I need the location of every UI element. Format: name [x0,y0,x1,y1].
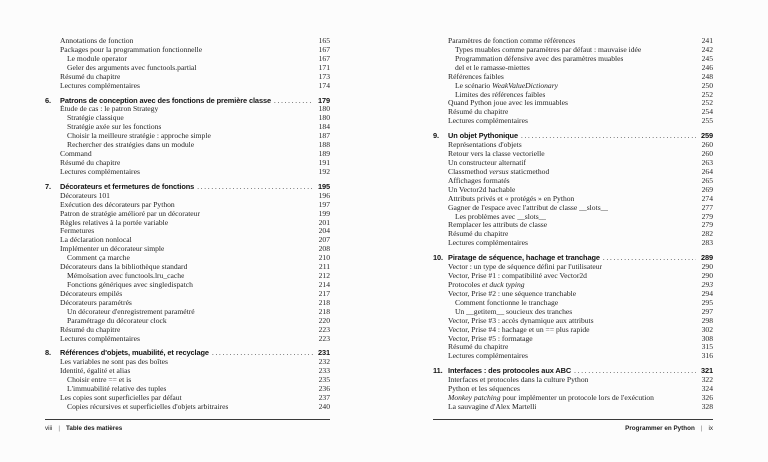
toc-entry-row [45,150,330,159]
entry-title: Identité, égalité et alias [60,367,131,376]
entry-title: Fermetures [60,227,95,236]
chapter-page-number: 179 [317,95,330,105]
entry-page-number: 279 [701,211,713,221]
entry-page-number: 220 [318,315,330,325]
entry-title [433,82,558,91]
entry-page-number: 294 [701,288,713,298]
entry-page-number: 263 [701,157,713,167]
entry-page-number: 265 [701,175,713,185]
entry-page-number: 188 [318,140,330,150]
entry-page-number: 246 [701,62,713,72]
entry-title: Décorateurs empilés [60,289,123,298]
chapter-number: 10. [433,253,443,263]
toc-entry-row [433,99,713,108]
entry-page-number: 315 [701,342,713,352]
toc-entry-row [45,210,330,219]
entry-title: Lectures complémentaires [60,167,140,176]
entry-page-number: 254 [701,107,713,117]
toc-entry-row [433,159,713,168]
title-segment: staticmethod [508,167,550,176]
entry-title: Résumé du chapitre [60,325,121,334]
entry-title: del et le ramasse-miettes [455,63,530,72]
entry-page-number: 302 [701,324,713,334]
toc-list-right [433,37,713,412]
entry-title: Représentations d'objets [448,141,522,150]
toc-entry-row [433,186,713,195]
entry-page-number: 252 [701,89,713,99]
toc-entry-row [433,263,713,272]
toc-entry-row [45,192,330,201]
entry-title: Résumé du chapitre [448,230,509,239]
toc-chapter-row [433,367,713,376]
toc-entry-row [433,73,713,82]
entry-page-number: 252 [701,98,713,108]
toc-entry-row [433,150,713,159]
chapter-title: Piratage de séquence, hachage et tranchage [448,253,600,263]
toc-entry-row [433,213,713,222]
toc-entry-row [433,177,713,186]
title-segment: Protocoles [448,280,482,289]
entry-page-number: 214 [318,279,330,289]
entry-page-number: 237 [318,393,330,403]
entry-title: Patron de stratégie amélioré par un décorateur [60,209,200,218]
toc-entry-row [45,326,330,335]
left-page [45,37,330,412]
entry-title: Décorateurs dans la bibliothèque standard [60,263,188,272]
entry-page-number: 269 [701,184,713,194]
toc-entry-row [45,141,330,150]
dot-leader [274,97,313,106]
toc-entry-row [433,204,713,213]
entry-page-number: 308 [701,333,713,343]
toc-entry-row [45,82,330,91]
entry-title: Command [60,150,92,159]
toc-entry-row [433,117,713,126]
chapter-page-number: 259 [700,131,713,141]
toc-entry-row [433,221,713,230]
entry-title: Lectures complémentaires [60,81,140,90]
entry-title: Un constructeur alternatif [448,158,527,167]
entry-title: Lectures complémentaires [448,117,528,126]
title-segment-italic: WeakValueDictionary [492,81,559,90]
entry-page-number: 260 [701,149,713,159]
right-page [433,37,713,412]
left-footer-separator: | [58,425,60,432]
entry-title: Décorateurs 101 [60,191,110,200]
chapter-title: Références d'objets, muabilité, et recyclage [60,348,209,358]
entry-page-number: 264 [701,166,713,176]
entry-page-number: 199 [318,208,330,218]
entry-title: Vector : un type de séquence défini par l'utilisateur [448,263,603,272]
toc-entry-row [45,394,330,403]
entry-page-number: 210 [318,253,330,263]
entry-page-number: 187 [318,131,330,141]
entry-page-number: 274 [701,193,713,203]
chapter-number: 11. [433,366,443,376]
chapter-page-number: 321 [700,366,713,376]
toc-chapter-row [433,132,713,141]
entry-page-number: 180 [318,113,330,123]
toc-entry-row [433,195,713,204]
right-folio: ix [708,425,713,432]
entry-page-number: 245 [701,53,713,63]
chapter-number: 8. [45,348,51,358]
entry-title: Les copies sont superficielles par défaut [60,394,182,403]
entry-page-number: 167 [318,53,330,63]
entry-title: Stratégie classique [67,114,124,123]
toc-entry-row [45,254,330,263]
entry-title: Geler des arguments avec functools.partial [67,63,197,72]
right-footer-separator: | [700,425,703,432]
toc-entry-row [433,281,713,290]
dot-leader [574,367,696,376]
toc-entry-row [45,335,330,344]
entry-page-number: 218 [318,297,330,307]
entry-page-number: 248 [701,71,713,81]
entry-title: Vector, Prise #1 : compatibilité avec Vector2d [448,272,587,281]
entry-title: Règles relatives à la portée variable [60,218,169,227]
entry-title: Annotations de fonction [60,37,134,45]
entry-title: La déclaration nonlocal [60,236,132,245]
entry-title: Programmation défensive avec des paramètres muables [455,54,624,63]
entry-page-number: 277 [701,202,713,212]
entry-title: Vector, Prise #4 : hachage et un == plus rapide [448,325,590,334]
toc-entry-row [45,55,330,64]
chapter-page-number: 195 [317,181,330,191]
toc-entry-row [45,245,330,254]
entry-page-number: 260 [701,140,713,150]
entry-title: Vector, Prise #2 : une séquence tranchable [448,289,577,298]
entry-title: Gagner de l'espace avec l'attribut de classe __slots__ [448,203,609,212]
entry-page-number: 235 [318,375,330,385]
entry-title: Décorateurs paramétrés [60,298,132,307]
chapter-title: Un objet Pythonique [448,131,518,141]
entry-page-number: 201 [318,217,330,227]
toc-entry-row [45,64,330,73]
entry-title: Choisir entre == et is [67,376,132,385]
entry-title: Résumé du chapitre [448,108,509,117]
entry-page-number: 211 [318,262,330,272]
dot-leader [521,132,696,141]
entry-page-number: 165 [318,36,330,45]
entry-page-number: 191 [318,157,330,167]
entry-page-number: 242 [701,44,713,54]
entry-page-number: 167 [318,44,330,54]
entry-title: Comment ça marche [67,254,130,263]
entry-page-number: 208 [318,244,330,254]
toc-entry-row [433,141,713,150]
entry-title: Références faibles [448,72,504,81]
entry-page-number: 196 [318,190,330,200]
toc-entry-row [45,114,330,123]
entry-page-number: 250 [701,80,713,90]
entry-page-number: 290 [701,262,713,272]
entry-title: Attributs privés et « protégés » en Python [448,194,575,203]
toc-entry-row [45,201,330,210]
entry-page-number: 218 [318,306,330,316]
entry-page-number: 240 [318,401,330,411]
entry-title: Un Vector2d hachable [448,185,516,194]
toc-entry-row [433,239,713,248]
toc-entry-row [45,227,330,236]
entry-page-number: 279 [701,220,713,230]
chapter-number: 7. [45,181,51,191]
entry-title: Types muables comme paramètres par défaut : mauvaise idée [455,45,642,54]
chapter-number: 9. [433,131,439,141]
entry-page-number: 297 [701,306,713,316]
entry-title: Implémenter un décorateur simple [60,245,165,254]
entry-page-number: 290 [701,271,713,281]
entry-page-number: 295 [701,297,713,307]
chapter-title: Interfaces : des protocoles aux ABC [448,366,572,376]
toc-entry-row [433,37,713,46]
toc-entry-row [45,132,330,141]
entry-page-number: 328 [701,401,713,411]
entry-page-number: 298 [701,315,713,325]
entry-title: Exécution des décorateurs par Python [60,200,175,209]
toc-entry-row [45,236,330,245]
entry-page-number: 282 [701,229,713,239]
entry-page-number: 173 [318,71,330,81]
entry-page-number: 174 [318,80,330,90]
entry-title: Résumé du chapitre [60,158,121,167]
entry-title: Limites des références faibles [455,90,546,99]
toc-entry-row [433,82,713,91]
entry-title: Un décorateur d'enregistrement paramétré [67,307,195,316]
entry-page-number: 316 [701,351,713,361]
toc-entry-row [45,290,330,299]
right-footer-title: Programmer en Python [625,425,695,432]
chapter-page-number: 289 [700,253,713,263]
entry-title [433,281,525,290]
toc-entry-row [433,108,713,117]
entry-page-number: 324 [701,384,713,394]
title-segment-italic: versus [489,167,509,176]
toc-entry-row [45,219,330,228]
entry-title: Lectures complémentaires [60,334,140,343]
toc-entry-row [433,394,713,403]
toc-entry-row [433,352,713,361]
entry-page-number: 283 [701,238,713,248]
right-page-footer [433,419,713,432]
entry-title: Retour vers la classe vectorielle [448,150,545,159]
title-segment: pour implémenter un protocole lors de l'exécution [500,394,654,403]
toc-entry-row [433,91,713,100]
dot-leader [212,349,313,358]
entry-page-number: 232 [318,357,330,367]
entry-title: Comment fonctionne le tranchage [455,298,559,307]
toc-entry-row [45,263,330,272]
entry-title: Mémoïsation avec functools.lru_cache [67,272,185,281]
entry-title [433,394,654,403]
entry-title: Paramètres de fonction comme références [448,37,576,45]
entry-page-number: 217 [318,288,330,298]
toc-entry-row [433,55,713,64]
entry-title: Un __getitem__ soucieux des tranches [455,307,573,316]
entry-title: Choisir la meilleure stratégie : approche simple [67,132,211,141]
toc-list-left [45,37,330,412]
toc-entry-row [433,168,713,177]
toc-entry-row [433,290,713,299]
toc-entry-row [45,403,330,412]
dot-leader [197,183,313,192]
entry-title: Vector, Prise #3 : accès dynamique aux attributs [448,316,594,325]
entry-title: Quand Python joue avec les immuables [448,99,568,108]
entry-title: Copies récursives et superficielles d'objets arbitraires [67,402,229,411]
title-segment-italic: Monkey patching [448,394,501,403]
entry-page-number: 293 [701,279,713,289]
toc-chapter-row [45,183,330,192]
entry-title: Les problèmes avec __slots__ [455,212,547,221]
entry-title [433,168,549,177]
entry-title: Interfaces et protocoles dans la culture Python [448,376,589,385]
toc-entry-row [433,403,713,412]
toc-entry-row [45,299,330,308]
entry-page-number: 180 [318,104,330,114]
entry-page-number: 171 [318,62,330,72]
toc-entry-row [45,123,330,132]
entry-page-number: 223 [318,324,330,334]
entry-title: Étude de cas : le patron Strategy [60,105,159,114]
toc-entry-row [45,367,330,376]
entry-title: La sauvagine d'Alex Martelli [448,402,537,411]
toc-entry-row [433,326,713,335]
toc-entry-row [433,385,713,394]
toc-entry-row [45,376,330,385]
entry-page-number: 204 [318,226,330,236]
chapter-title: Patrons de conception avec des fonctions de première classe [60,95,271,105]
toc-entry-row [433,272,713,281]
entry-page-number: 197 [318,199,330,209]
toc-entry-row [433,335,713,344]
toc-entry-row [45,308,330,317]
entry-page-number: 326 [701,393,713,403]
toc-entry-row [45,317,330,326]
toc-entry-row [45,105,330,114]
chapter-page-number: 231 [317,348,330,358]
toc-chapter-row [45,349,330,358]
entry-title: Vector, Prise #5 : formatage [448,334,533,343]
toc-chapter-row [433,254,713,263]
toc-entry-row [45,272,330,281]
left-footer-title: Table des matières [66,425,123,432]
title-segment: Le scénario [455,81,493,90]
toc-chapter-row [45,97,330,106]
toc-entry-row [45,168,330,177]
entry-page-number: 255 [701,116,713,126]
entry-title: Lectures complémentaires [448,352,528,361]
entry-page-number: 184 [318,122,330,132]
title-segment: Classmethod [448,167,490,176]
entry-title: Fonctions génériques avec singledispatch [67,280,193,289]
toc-entry-row [433,230,713,239]
left-folio: viii [45,425,53,432]
entry-page-number: 233 [318,366,330,376]
entry-title: Les variables ne sont pas des boîtes [60,358,168,367]
toc-entry-row [45,37,330,46]
entry-title: Python et les séquences [448,385,520,394]
entry-title: L'immuabilité relative des tuples [67,385,167,394]
entry-page-number: 207 [318,235,330,245]
entry-title: Lectures complémentaires [448,239,528,248]
toc-entry-row [45,73,330,82]
entry-page-number: 236 [318,384,330,394]
toc-entry-row [45,385,330,394]
entry-title: Affichages formatés [448,176,510,185]
toc-entry-row [45,281,330,290]
entry-title: Rechercher des stratégies dans un module [67,141,195,150]
toc-entry-row [45,358,330,367]
entry-page-number: 322 [701,375,713,385]
toc-entry-row [433,46,713,55]
title-segment-italic: et duck typing [481,280,525,289]
entry-page-number: 212 [318,271,330,281]
entry-title: Résumé du chapitre [60,72,121,81]
entry-page-number: 241 [701,36,713,45]
entry-title: Le module operator [67,54,127,63]
chapter-number: 6. [45,95,51,105]
toc-entry-row [45,46,330,55]
entry-page-number: 223 [318,333,330,343]
chapter-title: Décorateurs et fermetures de fonctions [60,181,195,191]
toc-entry-row [433,317,713,326]
entry-title: Remplacer les attributs de classe [448,221,548,230]
entry-title: Packages pour la programmation fonctionnelle [60,45,203,54]
toc-entry-row [433,299,713,308]
toc-entry-row [433,376,713,385]
left-page-footer [45,419,330,432]
entry-title: Stratégie axée sur les fonctions [67,123,162,132]
toc-entry-row [433,64,713,73]
entry-page-number: 189 [318,149,330,159]
dot-leader [603,254,696,263]
entry-page-number: 192 [318,166,330,176]
toc-entry-row [45,159,330,168]
toc-entry-row [433,308,713,317]
toc-entry-row [433,343,713,352]
entry-title: Paramétrage du décorateur clock [67,316,167,325]
entry-title: Résumé du chapitre [448,343,509,352]
